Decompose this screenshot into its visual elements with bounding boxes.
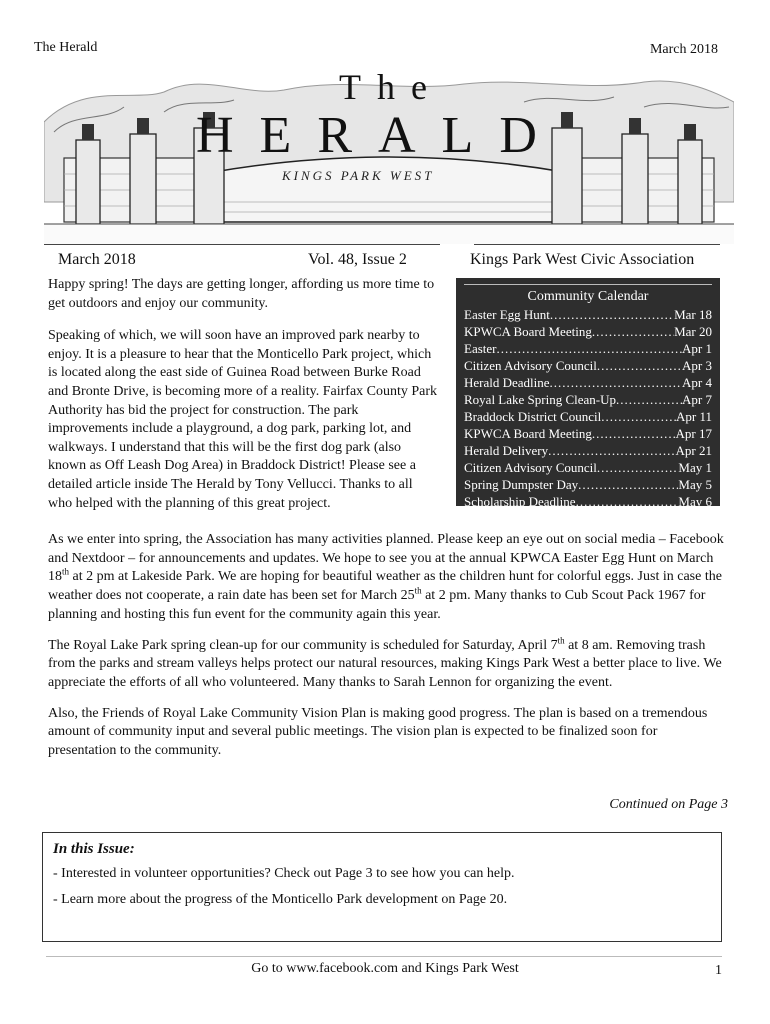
calendar-event-name: Herald Delivery <box>464 443 549 458</box>
calendar-event <box>464 476 712 493</box>
calendar-event-name: Royal Lake Spring Clean-Up <box>464 392 616 407</box>
masthead-subtitle: KINGS PARK WEST <box>282 168 435 183</box>
in-this-issue-item: - Learn more about the progress of the Monticello Park development on Page 20. <box>53 892 508 907</box>
intro-paragraph-1: Happy spring! The days are getting longer, affording us more time to get outdoors and enjoy our community. <box>48 277 435 311</box>
calendar-event-date: Mar 20 <box>674 324 712 339</box>
calendar-event-name: Braddock District Council <box>464 409 602 424</box>
calendar-event-date: Apr 21 <box>675 443 712 458</box>
calendar-event-date: Apr 4 <box>682 375 712 390</box>
calendar-event-name: Scholarship Deadline <box>464 494 576 509</box>
article-body <box>48 531 728 773</box>
calendar-event-date: Apr 7 <box>682 392 712 407</box>
paragraph-vision-plan: Also, the Friends of Royal Lake Community Vision Plan is making good progress. The plan is based on a tremendous amount of community input and several public meetings. The vision plan is expected to be finalized soon for presentation to the community. <box>48 705 708 759</box>
masthead-title-the: The <box>339 67 443 107</box>
calendar-event-name: Citizen Advisory Council <box>464 358 597 373</box>
intro-paragraph-2: Speaking of which, we will soon have an improved park nearby to enjoy. It is a pleasure to hear that the Monticello Park project, which is located along the east side of Guinea Road between Burke Road and Bronte Drive, is becoming more of a reality. Fairfax County Park Authority has bid the project for construction. The park improvements include a playground, a dog park, parking lot, and walkways. I understand that this will be the first dog park (also known as Off Leash Dog Area) in Braddock District! Please see a detailed article inside The Herald by Tony Vellucci. Thanks to all who helped with the planning of this great project. <box>48 328 438 511</box>
calendar-event-date: May 1 <box>678 460 712 475</box>
in-this-issue-item: - Interested in volunteer opportunities? Check out Page 3 to see how you can help. <box>53 866 515 881</box>
in-this-issue-title: In this Issue: <box>53 841 135 857</box>
footer-divider <box>46 956 722 957</box>
footer-text: Go to www.facebook.com and Kings Park West <box>251 961 519 976</box>
calendar-event <box>464 459 712 476</box>
calendar-event-name: Spring Dumpster Day <box>464 477 579 492</box>
masthead-title-herald: HERALD <box>196 107 563 164</box>
calendar-event <box>464 374 712 391</box>
calendar-event-name: Citizen Advisory Council <box>464 460 597 475</box>
calendar-event-date: Apr 17 <box>675 426 712 441</box>
in-this-issue-box <box>42 832 722 942</box>
calendar-event-date: May 5 <box>678 477 712 492</box>
calendar-event <box>464 408 712 425</box>
calendar-title: Community Calendar <box>527 289 649 304</box>
running-header-date: March 2018 <box>649 42 718 57</box>
page-number: 1 <box>715 963 722 978</box>
calendar-event-date: Mar 18 <box>674 307 712 322</box>
calendar-event-name: Herald Deadline <box>464 375 550 390</box>
calendar-event-date: Apr 1 <box>682 341 712 356</box>
calendar-event <box>464 391 712 408</box>
issue-date: March 2018 <box>58 251 136 268</box>
community-calendar <box>456 278 720 509</box>
association-name: Kings Park West Civic Association <box>470 251 695 268</box>
continued-note: Continued on Page 3 <box>609 797 728 812</box>
calendar-event-date: May 6 <box>678 494 712 509</box>
calendar-event-name: Easter <box>464 341 497 356</box>
paragraph-cleanup: The Royal Lake Park spring clean-up for our community is scheduled for Saturday, April 7th at 8 am. Removing trash from the parks and stream valleys helps protect our natural resources, making Kings Park West a better place to live. We appreciate the efforts of all who volunteered. Many thanks to Sarah Lennon for organizing the event. <box>48 634 722 690</box>
paragraph-easter: As we enter into spring, the Association has many activities planned. Please keep an eye out on social media – Facebook and Nextdoor – for announcements and updates. We hope to see you at the annual KPWCA Easter Egg Hunt on March 18th at 2 pm at Lakeside Park. We are hoping for beautiful weather as the children hunt for colorful eggs. Just in case the weather does not cooperate, a rain date has been set for March 25th at 2 pm. Many thanks to Cub Scout Pack 1967 for planning and hosting this fun event for the community again this year. <box>48 532 724 622</box>
calendar-event <box>464 357 712 374</box>
calendar-event-name: KPWCA Board Meeting <box>464 324 592 339</box>
calendar-event <box>464 306 712 323</box>
intro-column <box>48 276 440 527</box>
issue-volume: Vol. 48, Issue 2 <box>308 251 407 268</box>
calendar-event-date: Apr 3 <box>682 358 712 373</box>
calendar-event <box>464 442 712 459</box>
running-header-title: The Herald <box>34 40 98 55</box>
calendar-event <box>464 493 712 510</box>
calendar-event-name: KPWCA Board Meeting <box>464 426 592 441</box>
calendar-event <box>464 323 712 340</box>
calendar-event <box>464 340 712 357</box>
calendar-event <box>464 425 712 442</box>
calendar-event-date: Apr 11 <box>676 409 712 424</box>
calendar-event-name: Easter Egg Hunt <box>464 307 550 322</box>
